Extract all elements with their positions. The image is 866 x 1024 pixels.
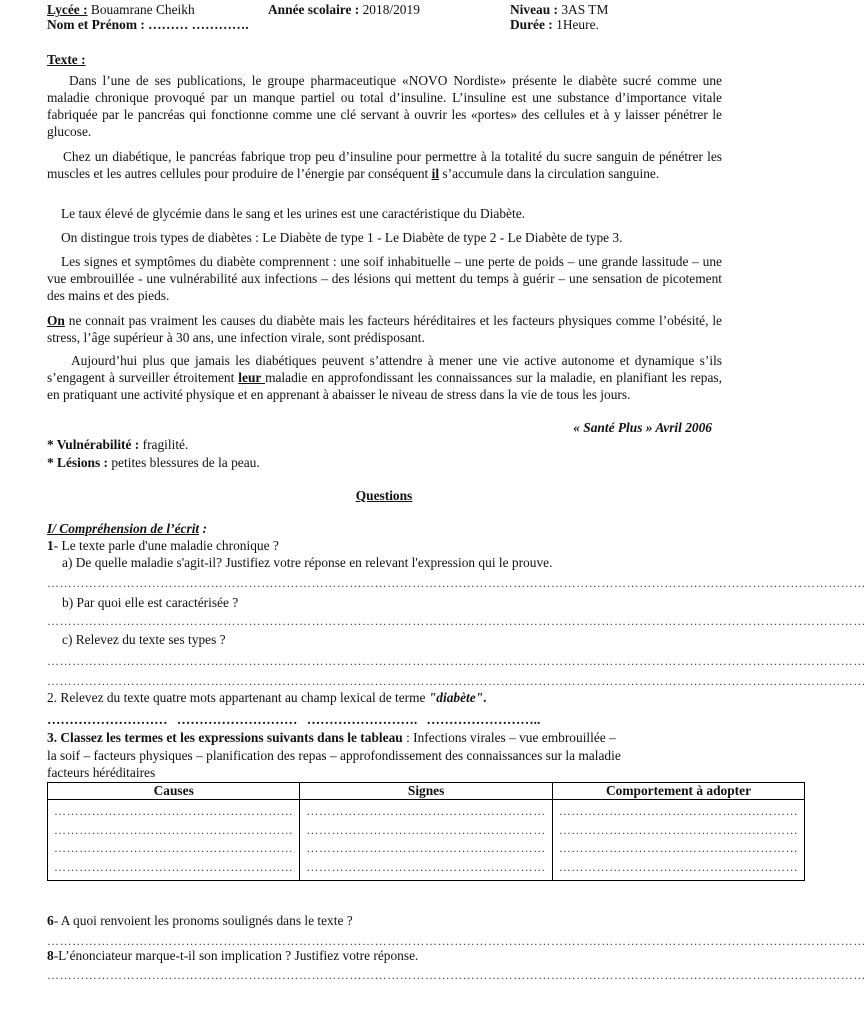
lycee-label: Lycée : xyxy=(47,2,88,17)
nom-label: Nom et Prénom : xyxy=(47,17,145,32)
cell-causes[interactable] xyxy=(48,800,300,881)
question-6 xyxy=(47,913,722,929)
pronoun-il: il xyxy=(431,165,440,181)
paragraph-6-body: ne connait pas vraiment les causes du diabète mais les facteurs héréditaires et les facteurs physiques comme l’obésité, le stress, l’âge supérieur à 30 ans, une infection virale, sont prédisposant. xyxy=(47,313,722,345)
glossary-def: fragilité. xyxy=(139,437,189,452)
section-1-label: I/ Compréhension de l’écrit xyxy=(47,521,200,536)
annee-label: Année scolaire : xyxy=(268,2,360,17)
question-3-rest: : Infections virales – vue embrouillée – xyxy=(402,730,616,745)
question-1 xyxy=(47,538,722,554)
question-8-text: -L’énonciateur marque-t-il son implication ? Justifiez votre réponse. xyxy=(53,948,419,963)
question-3-line3: facteurs héréditaires xyxy=(47,765,156,780)
question-2-end: . xyxy=(483,690,487,705)
answer-line[interactable]: …………………………………………………………………………………………………………………………………………………………………………… xyxy=(47,654,866,668)
paragraph-7 xyxy=(47,353,722,404)
paragraph-6 xyxy=(47,313,722,347)
questions-title xyxy=(0,488,768,504)
niveau-value: 3AS TM xyxy=(561,2,609,17)
annee-value: 2018/2019 xyxy=(362,2,420,17)
header-causes: Causes xyxy=(48,783,300,800)
question-2 xyxy=(47,690,722,706)
question-3 xyxy=(47,730,722,746)
section-1-title xyxy=(47,521,722,537)
cell-dots: ………………………………………………… xyxy=(54,859,294,874)
questions-title-label: Questions xyxy=(355,488,413,503)
header-niveau xyxy=(510,2,608,17)
cell-dots: ………………………………………………… xyxy=(54,841,294,855)
cell-dots: ………………………………………………… xyxy=(558,822,799,837)
source-text: « Santé Plus » Avril 2006 xyxy=(573,420,712,435)
question-1a: a) De quelle maladie s'agit-il? Justifiez votre réponse en relevant l'expression qui le prouve. xyxy=(62,555,553,570)
question-8-number: 8 xyxy=(47,948,54,963)
question-6-text: - A quoi renvoient les pronoms soulignés dans le texte ? xyxy=(53,913,353,928)
nom-value: ……… …………. xyxy=(148,17,249,32)
glossary-def: petites blessures de la peau. xyxy=(108,455,260,470)
cell-dots: ………………………………………………… xyxy=(306,804,546,818)
duree-label: Durée : xyxy=(510,17,553,32)
cell-comportement[interactable] xyxy=(552,800,804,881)
cell-dots: ………………………………………………… xyxy=(558,841,799,855)
section-1-colon: : xyxy=(199,521,207,536)
cell-dots: ………………………………………………… xyxy=(306,859,546,874)
answer-line[interactable]: …………………………………………………………………………………………………………………………………………………………………………… xyxy=(47,614,866,628)
cell-dots: ………………………………………………… xyxy=(54,822,294,837)
question-1-number: 1 xyxy=(47,538,54,553)
paragraph-2 xyxy=(47,149,722,183)
header-annee xyxy=(268,2,420,17)
classification-table xyxy=(47,782,805,881)
texte-title-label: Texte : xyxy=(47,52,86,67)
cell-dots: ………………………………………………… xyxy=(306,841,546,855)
question-3-bold: 3. Classez les termes et les expressions suivants dans le tableau xyxy=(47,730,403,745)
answer-line[interactable]: …………………………………………………………………………………………………………………………………………………………………………… xyxy=(47,968,866,982)
duree-value: 1Heure. xyxy=(556,17,599,32)
question-1b: b) Par quoi elle est caractérisée ? xyxy=(62,595,239,610)
question-6-number: 6 xyxy=(47,913,54,928)
header-signes: Signes xyxy=(300,783,552,800)
question-8 xyxy=(47,948,722,964)
cell-signes[interactable] xyxy=(300,800,552,881)
table-row xyxy=(48,800,805,881)
glossary-item xyxy=(47,437,722,453)
paragraph-7-b: maladie en approfondissant les connaissances sur la maladie, en planifiant les repas, en pratiquant une activité physique et en apprenant à abaisser le niveau de stress dans la vie de tous les jours. xyxy=(47,369,722,402)
cell-dots: ………………………………………………… xyxy=(558,859,799,874)
question-2-text: 2. Relevez du texte quatre mots appartenant au champ lexical de terme xyxy=(47,690,429,705)
question-2-term: "diabète" xyxy=(428,690,484,705)
answer-line[interactable]: …………………………………………………………………………………………………………………………………………………………………………… xyxy=(47,934,866,948)
paragraph-2-b: s’accumule dans la circulation sanguine. xyxy=(439,165,660,181)
answer-line[interactable]: …………………………………………………………………………………………………………………………………………………………………………… xyxy=(47,576,866,590)
question-2-blanks-text: ……………………… ……………………… ……………………. …………………….. xyxy=(47,712,541,727)
niveau-label: Niveau : xyxy=(510,2,558,17)
paragraph-5: Les signes et symptômes du diabète comprennent : une soif inhabituelle – une perte de poids – une grande lassitude – une vue embrouillée - une vulnérabilité aux infections – des lésions qui mettent du temps à guérir – une sensation de picotement des mains et des pieds. xyxy=(47,254,722,303)
question-1-text: - Le texte parle d'une maladie chronique ? xyxy=(53,538,279,553)
question-2-blanks[interactable] xyxy=(47,712,722,728)
cell-dots: ………………………………………………… xyxy=(558,804,799,818)
source xyxy=(47,420,712,436)
paragraph-2-a: Chez un diabétique, le pancréas fabrique trop peu d’insuline pour permettre à la totalité du sucre sanguin de pénétrer les muscles et les autres cellules pour produire de l’énergie par conséquent xyxy=(47,149,722,181)
texte-title xyxy=(47,52,722,68)
pronoun-leur: leur xyxy=(238,369,266,385)
answer-line[interactable]: …………………………………………………………………………………………………………………………………………………………………………… xyxy=(47,674,866,688)
glossary-item xyxy=(47,455,722,471)
table-header-row xyxy=(48,783,805,800)
glossary-term: * Lésions : xyxy=(47,455,109,470)
header-lycee xyxy=(47,2,195,17)
question-1c: c) Relevez du texte ses types ? xyxy=(62,632,226,647)
header-nom xyxy=(47,17,249,32)
cell-dots: ………………………………………………… xyxy=(306,822,546,837)
paragraph-1: Dans l’une de ses publications, le groupe pharmaceutique «NOVO Nordiste» présente le diabète sucré comme une maladie chronique provoqué par un manque partiel ou total d’insuline. L’insuline est une substance d’importance vitale fabriquée par le pancréas qui fonctionne comme une clé servant à ouvrir les «portes» des cellules et à y laisser pénétrer le glucose. xyxy=(47,73,722,139)
cell-dots: ………………………………………………… xyxy=(54,804,294,818)
question-3-line2: la soif – facteurs physiques – planification des repas – approfondissement des connaissances sur la maladie xyxy=(47,748,621,763)
header-comportement: Comportement à adopter xyxy=(552,783,804,800)
paragraph-3: Le taux élevé de glycémie dans le sang et les urines est une caractéristique du Diabète. xyxy=(61,206,526,221)
paragraph-7-a: Aujourd’hui plus que jamais les diabétiques peuvent s’attendre à mener une vie active autonome et dynamique s’ils s’engagent à surveiller étroitement xyxy=(47,353,722,385)
header-duree xyxy=(510,17,599,32)
glossary-term: * Vulnérabilité : xyxy=(47,437,140,452)
paragraph-4: On distingue trois types de diabètes : Le Diabète de type 1 - Le Diabète de type 2 - Le Diabète de type 3. xyxy=(61,230,623,245)
lycee-value: Bouamrane Cheikh xyxy=(90,2,195,17)
pronoun-on: On xyxy=(47,313,65,328)
